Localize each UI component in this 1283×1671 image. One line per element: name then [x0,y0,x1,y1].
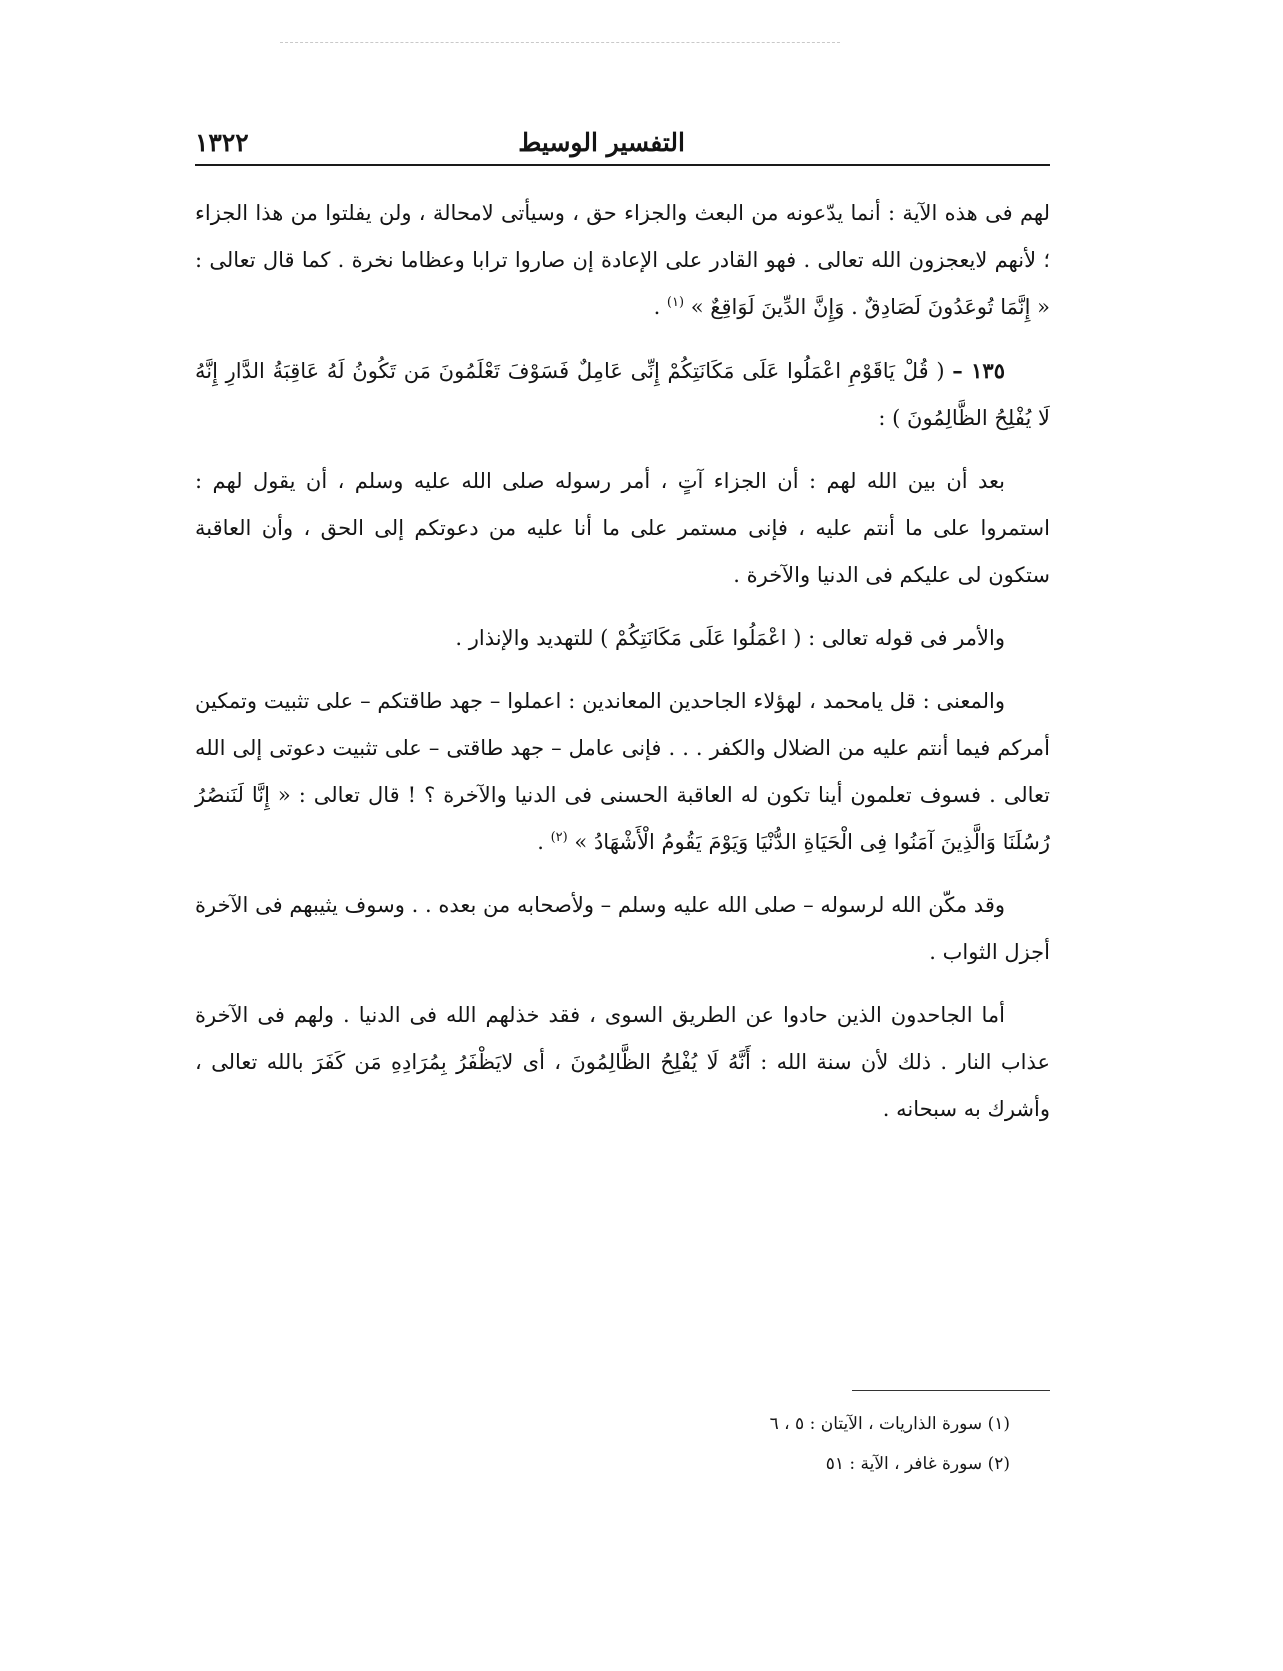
verse-number: ١٣٥ – [952,358,1005,383]
paragraph-5: وقد مكّن الله لرسوله – صلى الله عليه وسلم – ولأصحابه من بعده . . وسوف يثيبهم فى الآخرة أجزل الثواب . [195,893,1050,964]
verse-135 [195,347,1050,442]
page-header [195,124,1050,164]
paragraph-4-text: والمعنى : قل يامحمد ، لهؤلاء الجاحدين المعاندين : اعملوا – جهد طاقتكم – على تثبيت وتمكين أمركم فيما أنتم عليه من الضلال والكفر . . . فإنى عامل – جهد طاقتى – على تثبيت دعوتى إلى الله تعالى . فسوف تعلمون أينا تكون له العاقبة الحسنى فى الدنيا والآخرة ؟ ! قال تعالى : « إِنَّا لَنَنصُرُ رُسُلَنَا وَالَّذِينَ آمَنُوا فِى الْحَيَاةِ الدُّنْيَا وَيَوْمَ يَقُومُ الْأَشْهَادُ » [195,689,1050,854]
paragraph-3: والأمر فى قوله تعالى : ( اعْمَلُوا عَلَى مَكَانَتِكُمْ ) للتهديد والإنذار . [455,626,1005,650]
paragraph-4-end: . [537,830,551,854]
footnote-1: (١) سورة الذاريات ، الآيتان : ٥ ، ٦ [769,1414,1010,1434]
footnote-2: (٢) سورة غافر ، الآية : ٥١ [825,1454,1010,1474]
footnote-ref-1: (١) [666,295,685,310]
verse-text: ( قُلْ يَاقَوْمِ اعْمَلُوا عَلَى مَكَانَتِكُمْ إِنِّى عَامِلٌ فَسَوْفَ تَعْلَمُونَ مَن تَكُونُ لَهُ عَاقِبَةُ الدَّارِ إِنَّهُ لَا يُفْلِحُ الظَّالِمُونَ ) : [195,359,1050,430]
paragraph-4 [195,678,1050,866]
page-number: ١٣٢٢ [195,128,249,157]
paragraph-1 [195,190,1050,331]
paragraph-2: بعد أن بين الله لهم : أن الجزاء آتٍ ، أمر رسوله صلى الله عليه وسلم ، أن يقول لهم : استمروا على ما أنتم عليه ، فإنى مستمر على ما أنا عليه من دعوتكم إلى الحق ، وأن العاقبة ستكون لى عليكم فى الدنيا والآخرة . [195,469,1050,587]
footnotes [600,1404,1010,1484]
body-text [195,190,1050,1149]
paragraph-6: أما الجاحدون الذين حادوا عن الطريق السوى ، فقد خذلهم الله فى الدنيا . ولهم فى الآخرة عذاب النار . ذلك لأن سنة الله : أَنَّهُ لَا يُفْلِحُ الظَّالِمُونَ ، أى لايَظْفَرُ بِمُرَادِهِ مَن كَفَرَ بالله تعالى ، وأشرك به سبحانه . [195,1003,1050,1121]
header-divider [195,164,1050,166]
paragraph-1-text: لهم فى هذه الآية : أنما يدّعونه من البعث والجزاء حق ، وسيأتى لامحالة ، ولن يفلتوا من هذا الجزاء ؛ لأنهم لايعجزون الله تعالى . فهو القادر على الإعادة إن صاروا ترابا وعظاما نخرة . كما قال تعالى : « إِنَّمَا تُوعَدُونَ لَصَادِقٌ . وَإِنَّ الدِّينَ لَوَاقِعٌ » [195,201,1050,319]
scan-artifact-line [280,42,840,43]
paragraph-1-end: . [653,295,667,319]
footnote-divider [852,1390,1050,1391]
footnote-ref-2: (٢) [550,830,568,845]
header-title: التفسير الوسيط [518,128,685,157]
